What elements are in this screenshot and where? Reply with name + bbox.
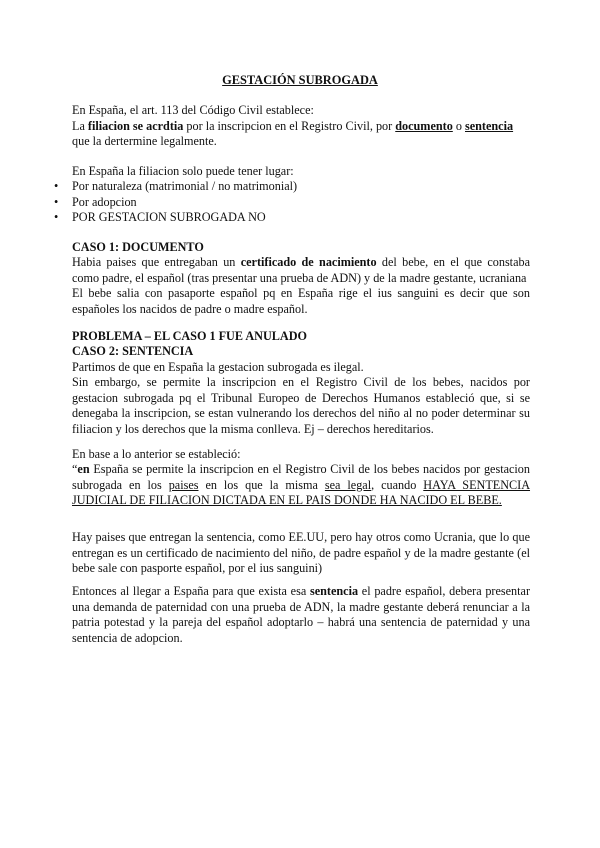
entonces-paragraph: Entonces al llegar a España para que exista esa sentencia el padre español, debera presentar una demanda de paternidad con una prueba de ADN, la madre gestante deberá renunciar a la patria potestad y la pareja del español adoptarlo – habrá una sentencia de paternidad y una sentencia de adopcion. xyxy=(72,584,531,645)
filiacion-bold: filiacion se acrdtia xyxy=(87,118,184,133)
base-quote: “en España se permite la inscripcion en el Registro Civil de los bebes nacidos por gestacion subrogada en los paises en los que la misma sea legal, cuando HAYA SENTENCIA JUDICIAL DE FILIACION DICTADA EN EL PAIS DONDE HA NACIDO EL BEBE. xyxy=(72,462,531,507)
sentencia-bold: sentencia xyxy=(309,584,359,598)
problema-heading: PROBLEMA – EL CASO 1 FUE ANULADO xyxy=(72,329,307,343)
caso2-paragraph-1: Partimos de que en España la gestacion subrogada es ilegal. xyxy=(72,360,364,374)
bullet-icon: • xyxy=(54,210,59,224)
base-lead: En base a lo anterior se estableció: xyxy=(72,447,241,461)
list-item: • POR GESTACION SUBROGADA NO xyxy=(54,210,266,224)
intro-line-1: En España, el art. 113 del Código Civil establece: xyxy=(72,103,314,117)
certificado-bold: certificado de nacimiento xyxy=(240,255,377,269)
caso2-paragraph-2: Sin embargo, se permite la inscripcion en el Registro Civil de los bebes, nacidos por gestacion subrogada pq el Tribunal Europeo de Derechos Humanos estableció que, si se denegaba la inscripcion, se estan vulnerando los derechos del niño al no poder determinar su filiacion y los derechos que la misma conlleva. Ej – derechos hereditarios. xyxy=(72,375,530,436)
caso1-heading: CASO 1: DOCUMENTO xyxy=(72,240,204,254)
list-item: • Por naturaleza (matrimonial / no matrimonial) xyxy=(54,179,298,193)
sentencia-term: sentencia xyxy=(465,118,514,133)
bullet-icon: • xyxy=(54,194,59,209)
paises-paragraph: Hay paises que entregan la sentencia, como EE.UU, pero hay otros como Ucrania, que lo que entregan es un certificado de nacimiento del niño, de padre español y de la madre gestante (el bebe sale con pasporte español, por el ius sanguini) xyxy=(72,530,530,575)
bullet-icon: • xyxy=(54,179,59,193)
list-item: • Por adopcion xyxy=(54,194,137,209)
intro-line-3: que la dertermine legalmente. xyxy=(72,134,217,148)
filiacion-list xyxy=(54,179,534,226)
document-title: GESTACIÓN SUBROGADA xyxy=(222,73,378,87)
caso1-paragraph-2: El bebe salia con pasaporte español pq en España rige el ius sanguini es decir que son españoles los nacidos de padre o madre español. xyxy=(72,286,530,316)
intro-line-2: La filiacion se acrdtia por la inscripcion en el Registro Civil, por documento o sentencia xyxy=(72,118,514,133)
caso2-heading: CASO 2: SENTENCIA xyxy=(72,344,194,358)
filiacion-lead: En España la filiacion solo puede tener lugar: xyxy=(72,164,294,178)
caso1-paragraph-1: Habia paises que entregaban un certificado de nacimiento del bebe, en el que constaba como padre, el español (tras presentar una prueba de ADN) y de la madre gestante, ucraniana xyxy=(72,255,530,285)
documento-term: documento xyxy=(395,118,453,133)
sentencia-judicial-underlined: HAYA SENTENCIA JUDICIAL DE FILIACION DICTADA EN EL PAIS DONDE HA NACIDO EL BEBE. xyxy=(72,477,531,507)
intro-paragraph xyxy=(72,103,530,150)
